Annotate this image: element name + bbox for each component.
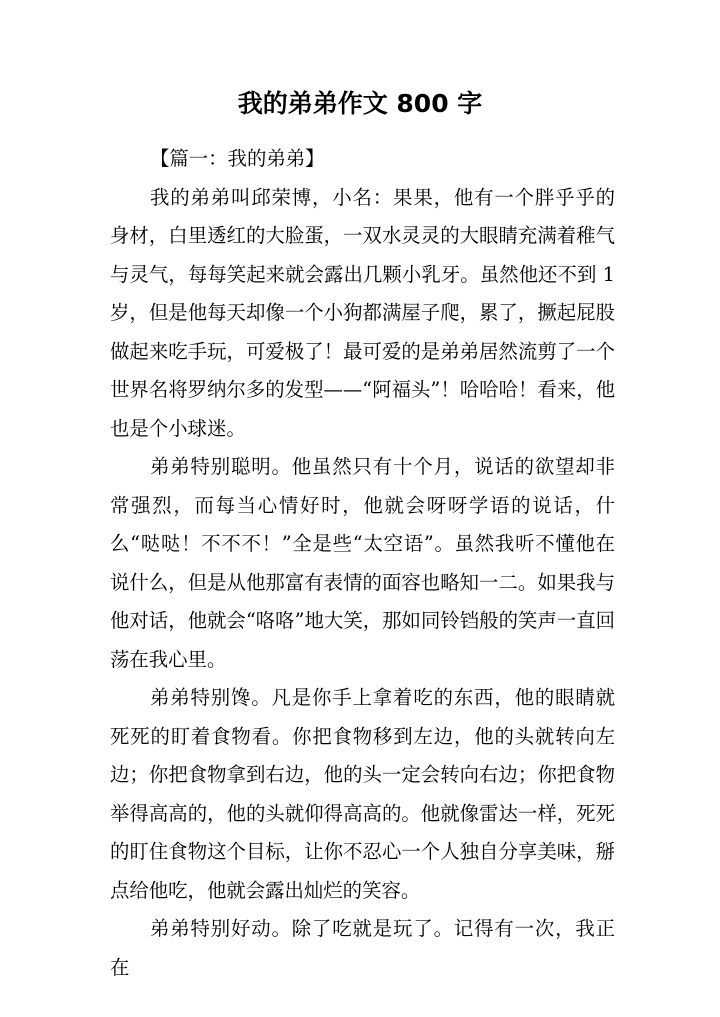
section-heading: 【篇一：我的弟弟】	[150, 147, 325, 170]
paragraph: 弟弟特别馋。凡是你手上拿着吃的东西，他的眼睛就死死的盯着食物看。你把食物移到左边，他的头就转向左边；你把食物拿到右边，他的头一定会转向右边；你把食物举得高高的，他的头就仰得高高的。他就像雷达一样，死死的盯住食物这个目标，让你不忍心一个人独自分享美味，掰点给他吃，他就会露出灿烂的笑容。	[110, 686, 615, 902]
document-title: 我的弟弟作文 800 字	[237, 89, 483, 118]
paragraph: 我的弟弟叫邱荣博，小名：果果，他有一个胖乎乎的身材，白里透红的大脸蛋，一双水灵灵的大眼睛充满着稚气与灵气，每每笑起来就会露出几颗小乳牙。虽然他还不到 1 岁，但是他每天却像一个小狗都满屋子爬，累了，撅起屁股做起来吃手玩，可爱极了！最可爱的是弟弟居然流剪了一个世界名将罗纳尔多的发型——“阿福头”！哈哈哈！看来，他也是个小球迷。	[110, 185, 615, 440]
document-body	[110, 140, 615, 987]
paragraph: 弟弟特别好动。除了吃就是玩了。记得有一次，我正在	[110, 917, 615, 979]
paragraph: 弟弟特别聪明。他虽然只有十个月，说话的欲望却非常强烈，而每当心情好时，他就会呀呀学语的说话，什么“哒哒！不不不！”全是些“太空语”。虽然我听不懂他在说什么，但是从他那富有表情的面容也略知一二。如果我与他对话，他就会“咯咯”地大笑，那如同铃铛般的笑声一直回荡在我心里。	[110, 455, 615, 671]
